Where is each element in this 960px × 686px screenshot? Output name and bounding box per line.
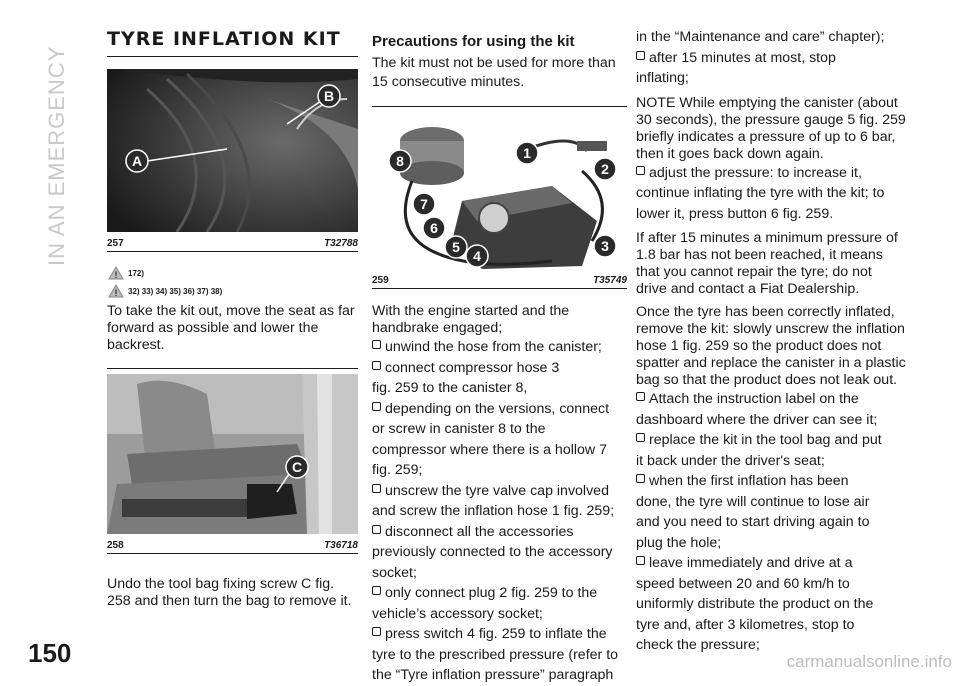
list-item: [372, 522, 627, 543]
list-item-continuation: speed between 20 and 60 km/h to uniformly distribute the product on the tyre and, after 3 kilometres, stop to check the pressure;: [636, 575, 874, 653]
page-title: TYRE INFLATION KIT: [107, 28, 341, 50]
list-item-text: disconnect all the accessories: [385, 523, 574, 540]
side-section-tab: [20, 26, 80, 266]
list-item: [636, 471, 906, 492]
warning-ref-2: [108, 284, 358, 298]
list-item-text: press switch 4 fig. 259 to inflate the: [385, 626, 607, 642]
list-item-continuation: it back under the driver's seat;: [636, 452, 825, 469]
column-left: [107, 28, 358, 610]
section-heading: Precautions for using the kit: [372, 33, 575, 50]
list-item: [372, 337, 627, 358]
checkbox-bullet-icon: [372, 586, 381, 595]
checkbox-bullet-icon: [636, 51, 645, 60]
watermark: carmanualsonline.info: [786, 652, 952, 671]
warning-ref-1: [108, 266, 358, 280]
svg-text:!: !: [114, 270, 118, 280]
figure-257-caption: [107, 238, 358, 249]
list-item-text: after 15 minutes at most, stop: [649, 49, 836, 66]
checkbox-bullet-icon: [636, 166, 645, 175]
figure-259-compressor: [372, 111, 627, 269]
list-item-continuation: or screw in canister 8 to the compressor where there is a hollow 7 fig. 259;: [372, 421, 607, 478]
figure-label-a: A: [131, 153, 143, 169]
list-item: [636, 163, 906, 184]
paragraph: To take the kit out, move the seat as far forward as possible and lower the backrest.: [107, 303, 355, 353]
title-rule: [107, 56, 358, 57]
caption-rule: [107, 553, 358, 554]
list-item-continuation: dashboard where the driver can see it;: [636, 411, 878, 428]
figure-number: 259: [372, 275, 389, 286]
list-item: [372, 481, 627, 502]
paragraph: in the “Maintenance and care” chapter);: [636, 29, 885, 45]
column-middle: [372, 33, 627, 686]
caption-rule: [372, 288, 627, 289]
figure-label-3: 3: [601, 238, 609, 254]
list-item-continuation: tyre to the prescribed pressure (refer to the “Tyre inflation pressure” paragraph: [372, 646, 619, 683]
list-item-text: unscrew the tyre valve cap involved: [385, 482, 609, 499]
figure-number: 258: [107, 540, 124, 551]
svg-text:!: !: [114, 288, 118, 298]
figure-top-rule: [107, 368, 358, 369]
list-item-continuation: done, the tyre will continue to lose air and you need to start driving again to plug the hole;: [636, 493, 870, 551]
figure-label-4: 4: [473, 248, 481, 264]
figure-258-caption: [107, 540, 358, 551]
list-item: [636, 553, 906, 574]
figure-259-caption: [372, 275, 627, 286]
checkbox-bullet-icon: [636, 433, 645, 442]
list-item-text: only connect plug 2 fig. 259 to the: [385, 585, 598, 601]
list-item-continuation: fig. 259 to the canister 8,: [372, 380, 528, 396]
figure-number: 257: [107, 238, 124, 249]
checkbox-bullet-icon: [372, 627, 381, 636]
paragraph: Once the tyre has been correctly inflated, remove the kit: slowly unscrew the inflation hose 1 fig. 259 so the product does not spatter and replace the canister in a plastic bag so that the product does not leak out.: [636, 304, 906, 388]
checkbox-bullet-icon: [372, 402, 381, 411]
list-item-continuation: previously connected to the accessory socket;: [372, 544, 613, 581]
list-item-continuation: inflating;: [636, 70, 689, 86]
figure-label-6: 6: [430, 220, 438, 236]
list-item: [636, 389, 906, 410]
paragraph: With the engine started and the handbrake engaged;: [372, 303, 570, 336]
list-item: [372, 358, 627, 379]
list-item: [372, 624, 627, 645]
checkbox-bullet-icon: [636, 474, 645, 483]
list-item-text: adjust the pressure: to increase it,: [649, 164, 862, 181]
checkbox-bullet-icon: [372, 525, 381, 534]
caption-rule: [107, 251, 358, 252]
checkbox-bullet-icon: [372, 340, 381, 349]
figure-code: T35749: [593, 275, 627, 286]
list-item-continuation: vehicle’s accessory socket;: [372, 605, 543, 622]
checkbox-bullet-icon: [372, 484, 381, 493]
figure-label-2: 2: [601, 161, 609, 177]
checkbox-bullet-icon: [636, 556, 645, 565]
tyre-illustration: [107, 69, 358, 232]
list-item-text: unwind the hose from the canister;: [385, 339, 602, 355]
list-item-continuation: and screw the inflation hose 1 fig. 259;: [372, 503, 615, 519]
list-item-text: leave immediately and drive at a: [649, 555, 853, 571]
checkbox-bullet-icon: [372, 361, 381, 370]
warning-icon: [108, 266, 124, 280]
list-item: [372, 399, 627, 420]
figure-code: T32788: [324, 238, 358, 249]
warning-ref-text: 172): [128, 268, 145, 278]
list-item-continuation: continue inflating the tyre with the kit; to lower it, press button 6 fig. 259.: [636, 185, 885, 222]
note-paragraph: NOTE While emptying the canister (about 30 seconds), the pressure gauge 5 fig. 259 briefly indicates a pressure of up to 6 bar, then it goes back down again.: [636, 94, 906, 162]
paragraph: If after 15 minutes a minimum pressure of 1.8 bar has not been reached, it means that you cannot repair the tyre; do not drive and contact a Fiat Dealership.: [636, 230, 898, 297]
figure-label-b: B: [323, 88, 335, 104]
list-item-text: Attach the instruction label on the: [649, 391, 859, 407]
warning-icon: [108, 284, 124, 298]
page-number: 150: [28, 638, 72, 668]
figure-top-rule: [372, 106, 627, 107]
figure-code: T36718: [324, 540, 358, 551]
list-item-text: when the first inflation has been: [649, 473, 849, 489]
figure-257-tyre: [107, 69, 358, 232]
warning-ref-text: 32) 33) 34) 35) 36) 37) 38): [128, 286, 223, 296]
compressor-illustration: [372, 111, 627, 269]
list-item-text: depending on the versions, connect: [385, 400, 610, 417]
figure-label-c: C: [291, 459, 303, 475]
figure-label-8: 8: [396, 153, 404, 169]
figure-258-seat: [107, 374, 358, 534]
list-item-text: replace the kit in the tool bag and put: [649, 432, 882, 448]
figure-label-7: 7: [420, 196, 428, 212]
instruction-list: [372, 337, 627, 686]
figure-label-5: 5: [452, 239, 460, 255]
figure-label-1: 1: [523, 145, 531, 161]
paragraph: The kit must not be used for more than 15 consecutive minutes.: [372, 55, 616, 90]
paragraph: Undo the tool bag fixing screw C fig. 258 and then turn the bag to remove it.: [107, 576, 352, 609]
checkbox-bullet-icon: [636, 392, 645, 401]
seat-illustration: [107, 374, 358, 534]
list-item: [636, 48, 906, 69]
list-item-text: connect compressor hose 3: [385, 359, 560, 376]
list-item: [372, 583, 627, 604]
side-section-label: IN AN EMERGENCY: [44, 45, 69, 266]
list-item: [636, 430, 906, 451]
column-right: [636, 27, 906, 656]
